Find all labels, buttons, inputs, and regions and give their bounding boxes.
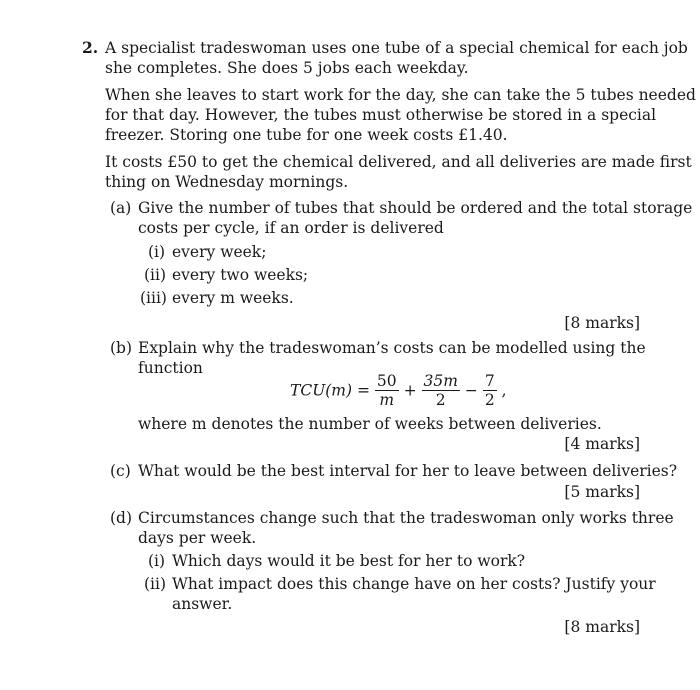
part-d-item-2-text: What impact does this change have on her costs? Justify your bbox=[172, 575, 656, 593]
fraction-2-num: 35m bbox=[423, 372, 458, 390]
part-b-label: (b) bbox=[110, 339, 133, 357]
part-b-after: where m denotes the number of weeks between deliveries. bbox=[138, 415, 602, 433]
part-b-line-1: Explain why the tradeswoman’s costs can be modelled using the bbox=[138, 339, 646, 357]
part-a-item-1-label: (i) bbox=[148, 243, 166, 261]
part-d-item-1-label: (i) bbox=[148, 552, 166, 570]
part-b-line-2: function bbox=[138, 359, 203, 377]
para2-line-2: for that day. However, the tubes must otherwise be stored in a special bbox=[105, 106, 657, 124]
plus-sign: + bbox=[403, 381, 417, 400]
formula-end: , bbox=[501, 381, 507, 400]
part-c-label: (c) bbox=[110, 462, 131, 480]
part-a-line-2: costs per cycle, if an order is delivered bbox=[138, 219, 444, 237]
fraction-3 bbox=[483, 372, 497, 409]
para3-line-2: thing on Wednesday mornings. bbox=[105, 173, 349, 191]
part-c-text: What would be the best interval for her to leave between deliveries? bbox=[138, 462, 678, 480]
fraction-1 bbox=[375, 372, 399, 409]
fraction-3-den: 2 bbox=[484, 391, 495, 409]
part-d-item-1-text: Which days would it be best for her to work? bbox=[172, 552, 526, 570]
part-b-marks: [4 marks] bbox=[564, 435, 640, 453]
part-a-item-2-label: (ii) bbox=[144, 266, 167, 284]
tcu-formula bbox=[290, 372, 507, 412]
part-d-line-1: Circumstances change such that the tradeswoman only works three bbox=[138, 509, 674, 527]
para3-line-1: It costs £50 to get the chemical delivered, and all deliveries are made first bbox=[105, 153, 692, 171]
minus-sign: − bbox=[464, 381, 478, 400]
part-a-marks: [8 marks] bbox=[564, 314, 640, 332]
intro-line-1: A specialist tradeswoman uses one tube of a special chemical for each job bbox=[105, 39, 688, 57]
part-d-line-2: days per week. bbox=[138, 529, 257, 547]
para2-line-1: When she leaves to start work for the day, she can take the 5 tubes needed bbox=[105, 86, 696, 104]
intro-line-2: she completes. She does 5 jobs each weekday. bbox=[105, 59, 469, 77]
part-a-item-3-text: every m weeks. bbox=[172, 289, 294, 307]
part-d-label: (d) bbox=[110, 509, 133, 527]
fraction-2-den: 2 bbox=[435, 391, 446, 409]
part-d-item-2-cont: answer. bbox=[172, 595, 233, 613]
formula-lhs: TCU(m) = bbox=[290, 381, 370, 400]
fraction-1-den: m bbox=[379, 391, 395, 409]
part-d-marks: [8 marks] bbox=[564, 618, 640, 636]
fraction-2 bbox=[422, 372, 460, 409]
part-a-item-3-label: (iii) bbox=[140, 289, 167, 307]
fraction-1-num: 50 bbox=[376, 372, 397, 390]
part-c-marks: [5 marks] bbox=[564, 483, 640, 501]
para2-line-3: freezer. Storing one tube for one week costs £1.40. bbox=[105, 126, 508, 144]
part-a-item-1-text: every week; bbox=[172, 243, 267, 261]
part-d-item-2-label: (ii) bbox=[144, 575, 167, 593]
part-a-item-2-text: every two weeks; bbox=[172, 266, 309, 284]
question-number: 2. bbox=[82, 38, 99, 57]
part-a-label: (a) bbox=[110, 199, 132, 217]
fraction-3-num: 7 bbox=[484, 372, 495, 390]
part-a-line-1: Give the number of tubes that should be ordered and the total storage bbox=[138, 199, 693, 217]
